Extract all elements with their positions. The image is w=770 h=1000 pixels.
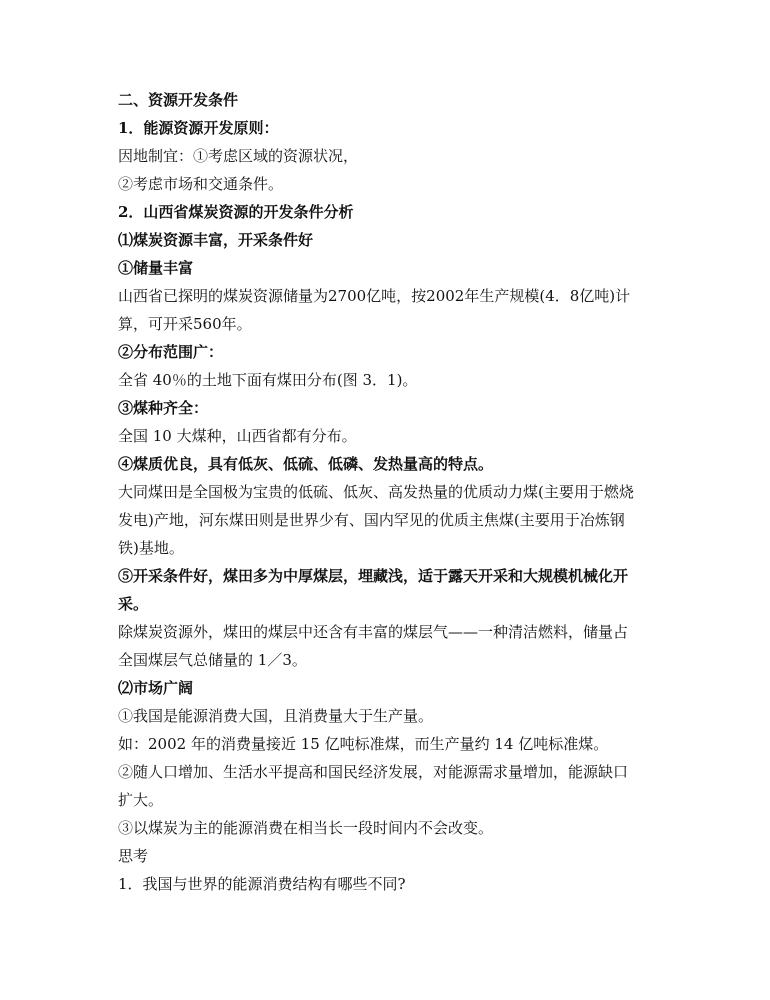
item-reserves-text-1: 山西省已探明的煤炭资源储量为2700亿吨，按2002年生产规模(4．8亿吨)计 [118, 287, 631, 305]
think-heading: 思考 [118, 847, 149, 865]
item-types-text: 全国 10 大煤种，山西省都有分布。 [118, 427, 357, 445]
item-quality-text-2: 发电)产地，河东煤田则是世界少有、国内罕见的优质主焦煤(主要用于冶炼钢 [118, 511, 625, 529]
item-mining-text-1: 除煤炭资源外，煤田的煤层中还含有丰富的煤层气——一种清洁燃料，储量占 [118, 623, 629, 641]
item-mining-text-2: 全国煤层气总储量的 1／3。 [118, 651, 307, 669]
principle-line-1: 因地制宜：①考虑区域的资源状况， [118, 147, 359, 165]
document-page [118, 86, 658, 898]
market-example: 如：2002 年的消费量接近 15 亿吨标准煤，而生产量约 14 亿吨标准煤。 [118, 735, 609, 753]
item-reserves-text-2: 算，可开采560年。 [118, 315, 252, 333]
market-item-2-line-1: ②随人口增加、生活水平提高和国民经济发展，对能源需求量增加，能源缺口 [118, 763, 629, 781]
principle-line-2: ②考虑市场和交通条件。 [118, 175, 284, 193]
item-quality-text-1: 大同煤田是全国极为宝贵的低硫、低灰、高发热量的优质动力煤(主要用于燃烧 [118, 483, 634, 501]
item-reserves-title: ①储量丰富 [118, 259, 194, 277]
item-quality-text-3: 铁)基地。 [118, 539, 184, 557]
subsection-resources: ⑴煤炭资源丰富，开采条件好 [118, 231, 314, 249]
item-quality-title: ④煤质优良，具有低灰、低硫、低磷、发热量高的特点。 [118, 455, 494, 473]
question-1: 1．我国与世界的能源消费结构有哪些不同? [118, 875, 406, 893]
item-mining-title-2: 采。 [118, 595, 149, 613]
section-heading: 二、资源开发条件 [118, 91, 239, 109]
principle-title: 1．能源资源开发原则： [118, 119, 279, 137]
market-item-1: ①我国是能源消费大国，且消费量大于生产量。 [118, 707, 434, 725]
item-distribution-text: 全省 40％的土地下面有煤田分布(图 3．1)。 [118, 371, 418, 389]
market-item-3: ③以煤炭为主的能源消费在相当长一段时间内不会改变。 [118, 819, 494, 837]
subsection-market: ⑵市场广阔 [118, 679, 194, 697]
market-item-2-line-2: 扩大。 [118, 791, 164, 809]
item-types-title: ③煤种齐全： [118, 399, 209, 417]
analysis-title: 2．山西省煤炭资源的开发条件分析 [118, 203, 354, 221]
item-mining-title-1: ⑤开采条件好，煤田多为中厚煤层，埋藏浅，适于露天开采和大规模机械化开 [118, 567, 629, 585]
item-distribution-title: ②分布范围广： [118, 343, 224, 361]
